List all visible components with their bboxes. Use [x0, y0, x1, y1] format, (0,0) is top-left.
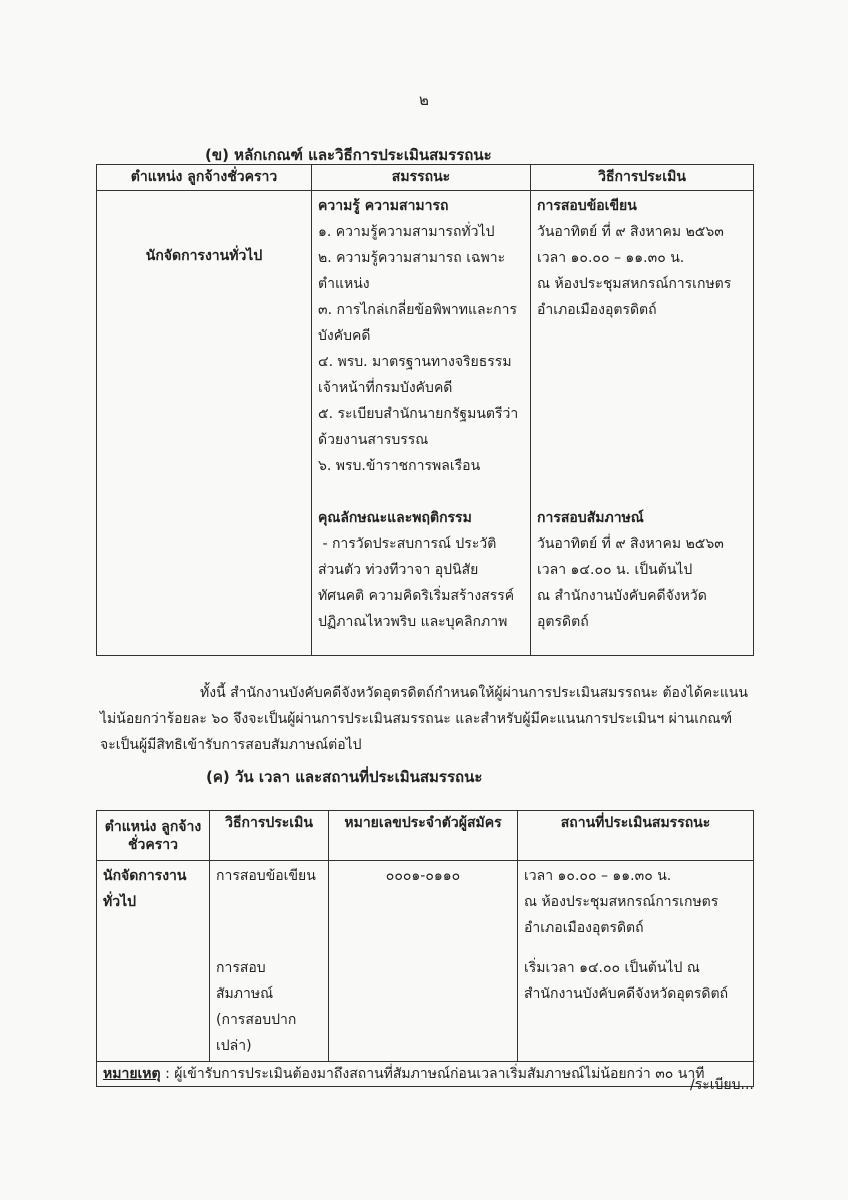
- written-place-line: อำเภอเมืองอุตรดิตถ์: [524, 920, 644, 936]
- applicant-range: ๐๐๐๑-๐๑๑๐: [385, 868, 461, 884]
- method-written: การสอบข้อเขียน: [216, 868, 316, 884]
- knowledge-item: ๑. ความรู้ความสามารถทั่วไป: [318, 224, 495, 240]
- position-cell: [97, 861, 210, 1062]
- written-exam-line: อำเภอเมืองอุตรดิตถ์: [537, 302, 657, 318]
- schedule-table: [96, 810, 754, 1087]
- col-competency-header: สมรรถนะ: [312, 165, 531, 191]
- knowledge-item: บังคับคดี: [318, 328, 371, 344]
- written-exam-line: เวลา ๑๐.๐๐ – ๑๑.๓๐ น.: [537, 250, 685, 266]
- paragraph-line-3: จะเป็นผู้มีสิทธิเข้ารับการสอบสัมภาษณ์ต่อไป: [100, 737, 362, 753]
- interview-place-line: สำนักงานบังคับคดีจังหวัดอุตรดิตถ์: [524, 986, 729, 1002]
- interview-title: การสอบสัมภาษณ์: [537, 510, 644, 526]
- character-line: ปฏิภาณไหวพริบ และบุคลิกภาพ: [318, 614, 508, 630]
- written-place-line: ณ ห้องประชุมสหกรณ์การเกษตร: [524, 894, 719, 910]
- section-b-heading: (ข) หลักเกณฑ์ และวิธีการประเมินสมรรถนะ: [205, 146, 492, 164]
- knowledge-item: เจ้าหน้าที่กรมบังคับคดี: [318, 380, 453, 396]
- col-method-header: วิธีการประเมิน: [531, 165, 754, 191]
- col-position-header: ตำแหน่ง ลูกจ้าง ชั่วคราว: [97, 811, 210, 861]
- method-interview: (การสอบปากเปล่า): [216, 1012, 297, 1054]
- written-place-line: เวลา ๑๐.๐๐ – ๑๑.๓๐ น.: [524, 868, 672, 884]
- interview-line: อุตรดิตถ์: [537, 614, 589, 630]
- written-exam-title: การสอบข้อเขียน: [537, 198, 637, 214]
- page-number: ๒: [419, 91, 429, 109]
- note-text: : ผู้เข้ารับการประเมินต้องมาถึงสถานที่สัมภาษณ์ก่อนเวลาเริ่มสัมภาษณ์ไม่น้อยกว่า ๓๐ นาที: [160, 1066, 705, 1082]
- interview-line: วันอาทิตย์ ที่ ๙ สิงหาคม ๒๕๖๓: [537, 536, 724, 552]
- competency-cell: [312, 191, 531, 656]
- place-cell: [518, 861, 754, 1062]
- knowledge-item: ๕. ระเบียบสำนักนายกรัฐมนตรีว่า: [318, 406, 519, 422]
- character-line: - การวัดประสบการณ์ ประวัติ: [318, 536, 497, 552]
- knowledge-title: ความรู้ ความสามารถ: [318, 198, 449, 214]
- character-line: ส่วนตัว ท่วงทีวาจา อุปนิสัย: [318, 562, 479, 578]
- note-label: หมายเหตุ: [103, 1066, 161, 1082]
- method-cell: [531, 191, 754, 656]
- col-applicant-header: หมายเลขประจำตัวผู้สมัคร: [329, 811, 518, 861]
- written-exam-line: ณ ห้องประชุมสหกรณ์การเกษตร: [537, 276, 732, 292]
- written-exam-line: วันอาทิตย์ ที่ ๙ สิงหาคม ๒๕๖๓: [537, 224, 724, 240]
- knowledge-item: ตำแหน่ง: [318, 276, 370, 292]
- position-name: นักจัดการงาน ทั่วไป: [103, 868, 187, 910]
- knowledge-item: ๓. การไกล่เกลี่ยข้อพิพาทและการ: [318, 302, 517, 318]
- applicant-cell: [329, 861, 518, 1062]
- knowledge-item: ด้วยงานสารบรรณ: [318, 432, 429, 448]
- method-cell: [210, 861, 329, 1062]
- knowledge-item: ๒. ความรู้ความสามารถ เฉพาะ: [318, 250, 506, 266]
- col-position-header: ตำแหน่ง ลูกจ้างชั่วคราว: [97, 165, 312, 191]
- section-c-heading: (ค) วัน เวลา และสถานที่ประเมินสมรรถนะ: [206, 768, 483, 786]
- character-line: ทัศนคติ ความคิดริเริ่มสร้างสรรค์: [318, 588, 515, 604]
- criteria-table: [96, 164, 754, 656]
- paragraph-line-1: ทั้งนี้ สำนักงานบังคับคดีจังหวัดอุตรดิตถ์กำหนดให้ผู้ผ่านการประเมินสมรรถนะ ต้องได้คะแนน: [200, 685, 748, 701]
- continuation-text: /ระเบียบ...: [690, 1077, 754, 1093]
- note-row: [97, 1062, 754, 1087]
- interview-place-line: เริ่มเวลา ๑๔.๐๐ เป็นต้นไป ณ: [524, 960, 700, 976]
- col-method-header: วิธีการประเมิน: [210, 811, 329, 861]
- knowledge-item: ๔. พรบ. มาตรฐานทางจริยธรรม: [318, 354, 512, 370]
- col-place-header: สถานที่ประเมินสมรรถนะ: [518, 811, 754, 861]
- knowledge-item: ๖. พรบ.ข้าราชการพลเรือน: [318, 458, 481, 474]
- position-name: นักจัดการงานทั่วไป: [145, 248, 263, 264]
- method-interview: การสอบสัมภาษณ์: [216, 960, 274, 1002]
- interview-line: เวลา ๑๔.๐๐ น. เป็นต้นไป: [537, 562, 693, 578]
- character-title: คุณลักษณะและพฤติกรรม: [318, 510, 472, 526]
- interview-line: ณ สำนักงานบังคับคดีจังหวัด: [537, 588, 707, 604]
- position-cell: [97, 191, 312, 656]
- paragraph-line-2: ไม่น้อยกว่าร้อยละ ๖๐ จึงจะเป็นผู้ผ่านการประเมินสมรรถนะ และสำหรับผู้มีคะแนนการประเมินฯ ผ่านเกณฑ์: [100, 711, 733, 727]
